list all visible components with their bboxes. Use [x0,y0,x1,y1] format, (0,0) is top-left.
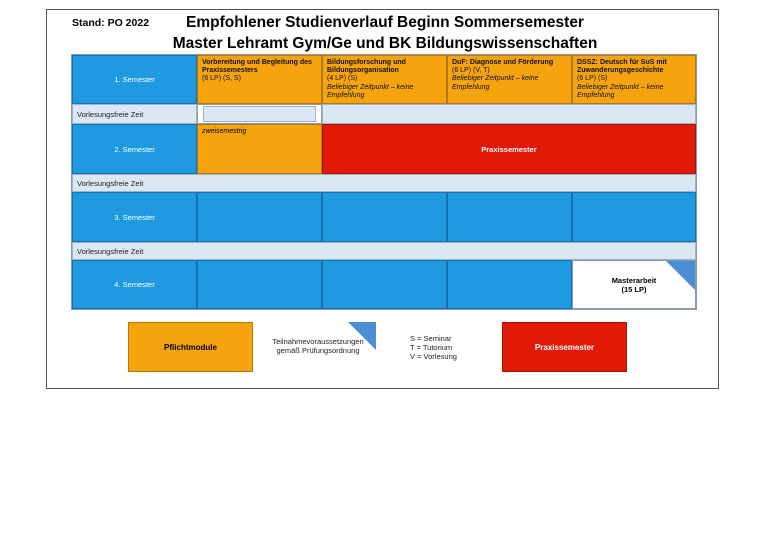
sem3-cell-2 [322,192,447,242]
vz1-cell-box [203,106,316,122]
legend-abbr-vorlesung: V = Vorlesung [410,352,457,361]
vorlesungsfreie-zeit-1: Vorlesungsfreie Zeit [72,104,197,124]
stand-label: Stand: PO 2022 [72,17,150,29]
module-title: DuF: Diagnose und Förderung [452,59,554,66]
title-line-2: Master Lehramt Gym/Ge und BK Bildungswissenschaften [172,35,598,52]
praxissemester-block: Praxissemester [322,124,696,174]
module-bildungsforschung [322,55,447,104]
sem4-cell-2 [322,260,447,309]
sem4-cell-3 [447,260,572,309]
legend-teilnahme-line2: gemäß Prüfungsordnung [276,346,360,355]
module-title: DSSZ: Deutsch für SuS mit Zuwanderungsgeschichte [577,59,667,75]
module-credits: (6 LP) (S, S) [202,75,241,83]
legend-abbreviations [410,334,457,361]
sem4-cell-1 [197,260,322,309]
module-credits: (4 LP) (S) [327,75,358,83]
semester-1-label: 1. Semester [72,55,197,104]
semester-3-label: 3. Semester [72,192,197,242]
study-plan-grid [71,54,697,310]
vorlesungsfreie-zeit-2: Vorlesungsfreie Zeit [72,174,696,192]
semester-4-label: 4. Semester [72,260,197,309]
module-credits: (6 LP) (S) [577,75,608,83]
module-vorbereitung-praxissemester [197,55,322,104]
legend-abbr-seminar: S = Seminar [410,334,452,343]
zweisemestrig-label: zweisemestrig [202,128,247,135]
legend-pflichtmodule: Pflichtmodule [128,322,253,372]
sem3-cell-4 [572,192,696,242]
legend-abbr-tutorium: T = Tutorium [410,343,453,352]
module-dssz [572,55,696,104]
legend-teilnahme-line1: Teilnahmevoraussetzungen [272,337,364,346]
vorlesungsfreie-zeit-3: Vorlesungsfreie Zeit [72,242,696,260]
semester-2-label: 2. Semester [72,124,197,174]
title-line-1: Empfohlener Studienverlauf Beginn Sommersemester [186,14,584,31]
module-credits: (6 LP) (V, T) [452,67,490,75]
masterarbeit-credits: (15 LP) [621,284,647,294]
module-title: Bildungsforschung und Bildungsorganisation [327,59,406,75]
vz1-cell-wide [322,104,696,124]
module-note: Beliebiger Zeitpunkt – keine Empfehlung [327,83,414,99]
module-title: Vorbereitung und Begleitung des Praxissemesters [202,59,312,75]
legend-teilnahme [268,337,368,355]
masterarbeit-title: Masterarbeit [611,275,657,285]
zweisemestrig-cell [197,124,322,174]
legend-praxissemester: Praxissemester [502,322,627,372]
module-duf [447,55,572,104]
module-note: Beliebiger Zeitpunkt – keine Empfehlung [577,83,664,99]
sem3-cell-1 [197,192,322,242]
module-note: Beliebiger Zeitpunkt – keine Empfehlung [452,75,539,91]
teilnahmevoraussetzung-triangle-icon [666,261,695,290]
sem3-cell-3 [447,192,572,242]
